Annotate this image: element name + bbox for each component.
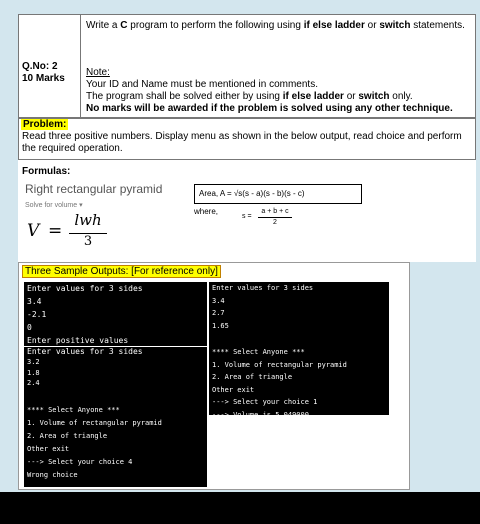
terminal-output-2 <box>24 347 207 403</box>
note-part: The program shall be solved either by using <box>86 91 283 102</box>
question-number-text: Q.No: 2 <box>22 61 58 72</box>
statement-language: C <box>120 20 128 31</box>
terminal-line: 1.65 <box>212 321 229 330</box>
terminal-line: Enter values for 3 sides <box>27 284 143 293</box>
terminal-spacer <box>212 332 389 346</box>
terminal-line: 2.7 <box>212 309 225 317</box>
solve-for-label: Solve for volume ▾ <box>25 202 83 209</box>
terminal-line: **** Select Anyone *** <box>27 406 120 414</box>
terminal-line: Enter values for 3 sides <box>212 284 314 292</box>
terminal-line: **** Select Anyone *** <box>212 348 305 356</box>
area-formula-box: Area, A = √s(s - a)(s - b)(s - c) <box>194 184 362 204</box>
sample-outputs-section <box>18 262 410 490</box>
note-keyword: switch <box>358 91 390 102</box>
note-heading: Note: <box>86 67 110 78</box>
s-numerator: a + b + c <box>261 208 289 215</box>
terminal-output-4 <box>209 282 389 419</box>
statement-keyword: switch <box>379 20 411 31</box>
marks-text: 10 Marks <box>22 73 65 84</box>
terminal-line: Enter values for 3 sides <box>27 347 143 356</box>
terminal-line: 1. Volume of rectangular pyramid <box>27 419 162 427</box>
terminal-line: 1.8 <box>27 368 40 377</box>
problem-text: Read three positive numbers. Display menu as shown in the below output, read choice and perform the required operation. <box>22 131 462 154</box>
note-part: or <box>343 91 359 102</box>
terminal-line: ---> Select your choice 1 <box>212 398 318 406</box>
terminal-output-1 <box>24 282 207 346</box>
where-label: where, <box>194 207 219 216</box>
terminal-line: 2. Area of triangle <box>212 373 293 381</box>
note-line-2 <box>86 91 471 103</box>
terminal-line: 3.4 <box>212 296 225 305</box>
terminal-output-3 <box>24 403 207 487</box>
terminal-line: 1. Volume of rectangular pyramid <box>212 360 347 369</box>
task-cell <box>82 15 475 117</box>
terminal-line: Other exit <box>212 385 255 394</box>
question-number-cell <box>19 15 81 117</box>
volume-numerator: lwh <box>74 211 102 229</box>
terminal-line: 0 <box>27 323 32 332</box>
note-line-3: No marks will be awarded if the problem is solved using any other technique. <box>86 103 453 114</box>
terminal-line: 2.4 <box>27 379 40 387</box>
terminal-line: Wrong choice <box>27 471 78 479</box>
statement-part: Write a <box>86 20 121 31</box>
statement-part: or <box>364 20 380 31</box>
note-line-1: Your ID and Name must be mentioned in comments. <box>86 79 318 90</box>
terminal-line: 2. Area of triangle <box>27 432 108 440</box>
terminal-line: 3.2 <box>27 358 40 366</box>
formulas-section <box>18 160 476 262</box>
statement-part: statements. <box>410 20 465 31</box>
problem-label: Problem: <box>23 119 67 130</box>
s-fraction-bar <box>258 217 292 218</box>
equals-sign: = <box>48 221 63 241</box>
note-block <box>86 67 471 115</box>
sample-outputs-label: Three Sample Outputs: [For reference only] <box>22 265 221 278</box>
pyramid-title: Right rectangular pyramid <box>25 182 163 196</box>
problem-section <box>18 118 476 160</box>
question-table <box>18 14 476 118</box>
terminal-line: -2.1 <box>27 310 47 319</box>
s-denominator: 2 <box>273 219 277 226</box>
terminal-line: ---> Volume is 5.049000 <box>212 410 309 419</box>
volume-denominator: 3 <box>83 234 93 249</box>
task-statement <box>86 20 471 32</box>
s-lhs: s = <box>242 213 252 220</box>
terminal-line: 3.4 <box>27 297 42 306</box>
statement-part: program to perform the following using <box>127 20 304 31</box>
note-part: only. <box>389 91 413 102</box>
terminal-line: ---> Select your choice 4 <box>27 458 133 466</box>
volume-formula <box>25 211 135 257</box>
statement-keyword: if else ladder <box>303 20 365 31</box>
note-keyword: if else ladder <box>282 91 344 102</box>
volume-symbol: V <box>27 221 40 241</box>
terminal-line: Other exit <box>27 445 70 453</box>
formulas-label: Formulas: <box>22 166 71 177</box>
question-number <box>22 61 65 85</box>
terminal-line: Enter positive values <box>27 336 129 345</box>
